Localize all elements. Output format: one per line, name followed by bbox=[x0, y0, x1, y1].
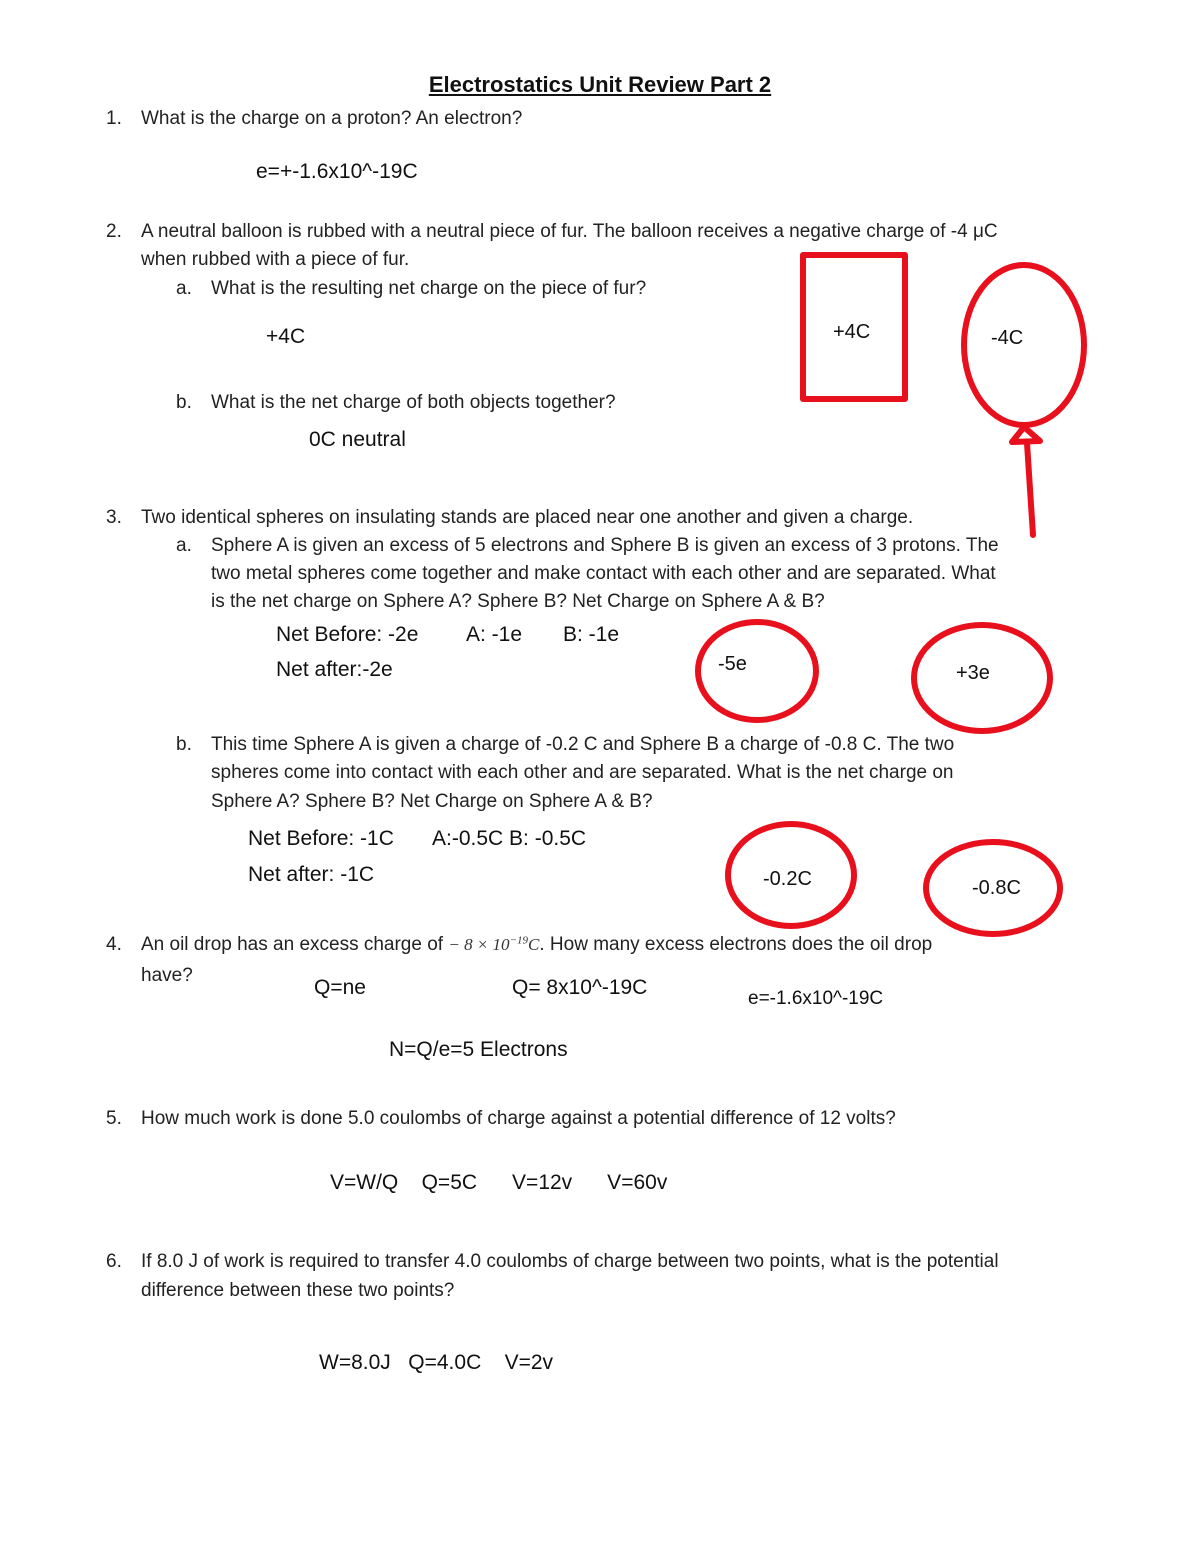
q3a-text-line3: is the net charge on Sphere A? Sphere B? Net Charge on Sphere A & B? bbox=[211, 591, 825, 612]
q6-text-line2: difference between these two points? bbox=[141, 1280, 455, 1301]
q5-answer: V=W/Q Q=5C V=12v V=60v bbox=[330, 1171, 668, 1194]
q3b-answer-before: Net Before: -1C bbox=[248, 827, 394, 850]
q4-answer-charge: Q= 8x10^-19C bbox=[512, 976, 648, 999]
q3a-text-line2: two metal spheres come together and make contact with each other and are separated. What bbox=[211, 563, 996, 584]
q1-answer: e=+-1.6x10^-19C bbox=[256, 160, 418, 183]
q2-number: 2. bbox=[106, 221, 122, 242]
sphere-b2-label: -0.8C bbox=[972, 877, 1021, 899]
page-title: Electrostatics Unit Review Part 2 bbox=[428, 72, 772, 97]
q3a-answer-before: Net Before: -2e bbox=[276, 623, 419, 646]
q2a-text: What is the resulting net charge on the piece of fur? bbox=[211, 278, 647, 299]
q2b-answer: 0C neutral bbox=[309, 428, 406, 451]
q4-number: 4. bbox=[106, 934, 122, 955]
q3b-text-line2: spheres come into contact with each other and are separated. What is the net charge on bbox=[211, 762, 954, 783]
q4-text-line2: have? bbox=[141, 965, 193, 986]
balloon-circle bbox=[964, 265, 1084, 425]
balloon-label: -4C bbox=[991, 327, 1024, 349]
q6-text-line1: If 8.0 J of work is required to transfer 4.0 coulombs of charge between two points, what is the potential bbox=[141, 1251, 999, 1272]
sphere-a-circle bbox=[698, 622, 816, 720]
q1-number: 1. bbox=[106, 108, 122, 129]
sphere-a-label: -5e bbox=[718, 653, 747, 675]
q3b-text-line1: This time Sphere A is given a charge of -0.2 C and Sphere B a charge of -0.8 C. The two bbox=[211, 734, 955, 755]
q3a-answer-after: Net after:-2e bbox=[276, 658, 393, 681]
q4-math-base: − 8 × 10 bbox=[448, 935, 510, 954]
q3a-text-line1: Sphere A is given an excess of 5 electrons and Sphere B is given an excess of 3 protons. The bbox=[211, 535, 999, 556]
q3b-text-line3: Sphere A? Sphere B? Net Charge on Sphere A & B? bbox=[211, 791, 653, 812]
q3a-answer-a: A: -1e bbox=[466, 623, 523, 646]
q4-text-line1 bbox=[141, 934, 932, 956]
sphere-a2-label: -0.2C bbox=[763, 868, 812, 890]
q2-text-line1: A neutral balloon is rubbed with a neutral piece of fur. The balloon receives a negative charge of -4 μC bbox=[141, 221, 998, 242]
sphere-b-label: +3e bbox=[956, 662, 990, 684]
q4-math-exponent: −19 bbox=[509, 934, 528, 947]
q5-text: How much work is done 5.0 coulombs of charge against a potential difference of 12 volts? bbox=[141, 1108, 896, 1129]
q2a-answer: +4C bbox=[266, 325, 306, 348]
q4-answer-result: N=Q/e=5 Electrons bbox=[389, 1038, 568, 1061]
q3b-answer-after: Net after: -1C bbox=[248, 863, 375, 886]
q3a-label: a. bbox=[176, 535, 192, 556]
q2b-label: b. bbox=[176, 392, 192, 413]
balloon-string bbox=[1027, 443, 1033, 535]
q2-text-line2: when rubbed with a piece of fur. bbox=[141, 249, 410, 270]
q3b-answer-ab: A:-0.5C B: -0.5C bbox=[432, 827, 587, 850]
q3-text: Two identical spheres on insulating stands are placed near one another and given a charge. bbox=[141, 507, 914, 528]
q3a-answer-b: B: -1e bbox=[563, 623, 620, 646]
q5-number: 5. bbox=[106, 1108, 122, 1129]
q2b-text: What is the net charge of both objects together? bbox=[211, 392, 616, 413]
q4-math-unit: C bbox=[528, 935, 540, 954]
q6-number: 6. bbox=[106, 1251, 122, 1272]
q3b-label: b. bbox=[176, 734, 192, 755]
q4-math bbox=[448, 935, 539, 954]
q1-text: What is the charge on a proton? An electron? bbox=[141, 108, 523, 129]
q2a-label: a. bbox=[176, 278, 192, 299]
fur-box-label: +4C bbox=[833, 321, 871, 343]
q4-answer-electron: e=-1.6x10^-19C bbox=[748, 988, 884, 1009]
q4-text-post: . How many excess electrons does the oil drop bbox=[539, 934, 933, 955]
q4-answer-formula: Q=ne bbox=[314, 976, 366, 999]
q4-text-pre: An oil drop has an excess charge of bbox=[141, 934, 444, 955]
q3-number: 3. bbox=[106, 507, 122, 528]
q6-answer: W=8.0J Q=4.0C V=2v bbox=[319, 1351, 554, 1374]
balloon-knot bbox=[1012, 427, 1040, 442]
